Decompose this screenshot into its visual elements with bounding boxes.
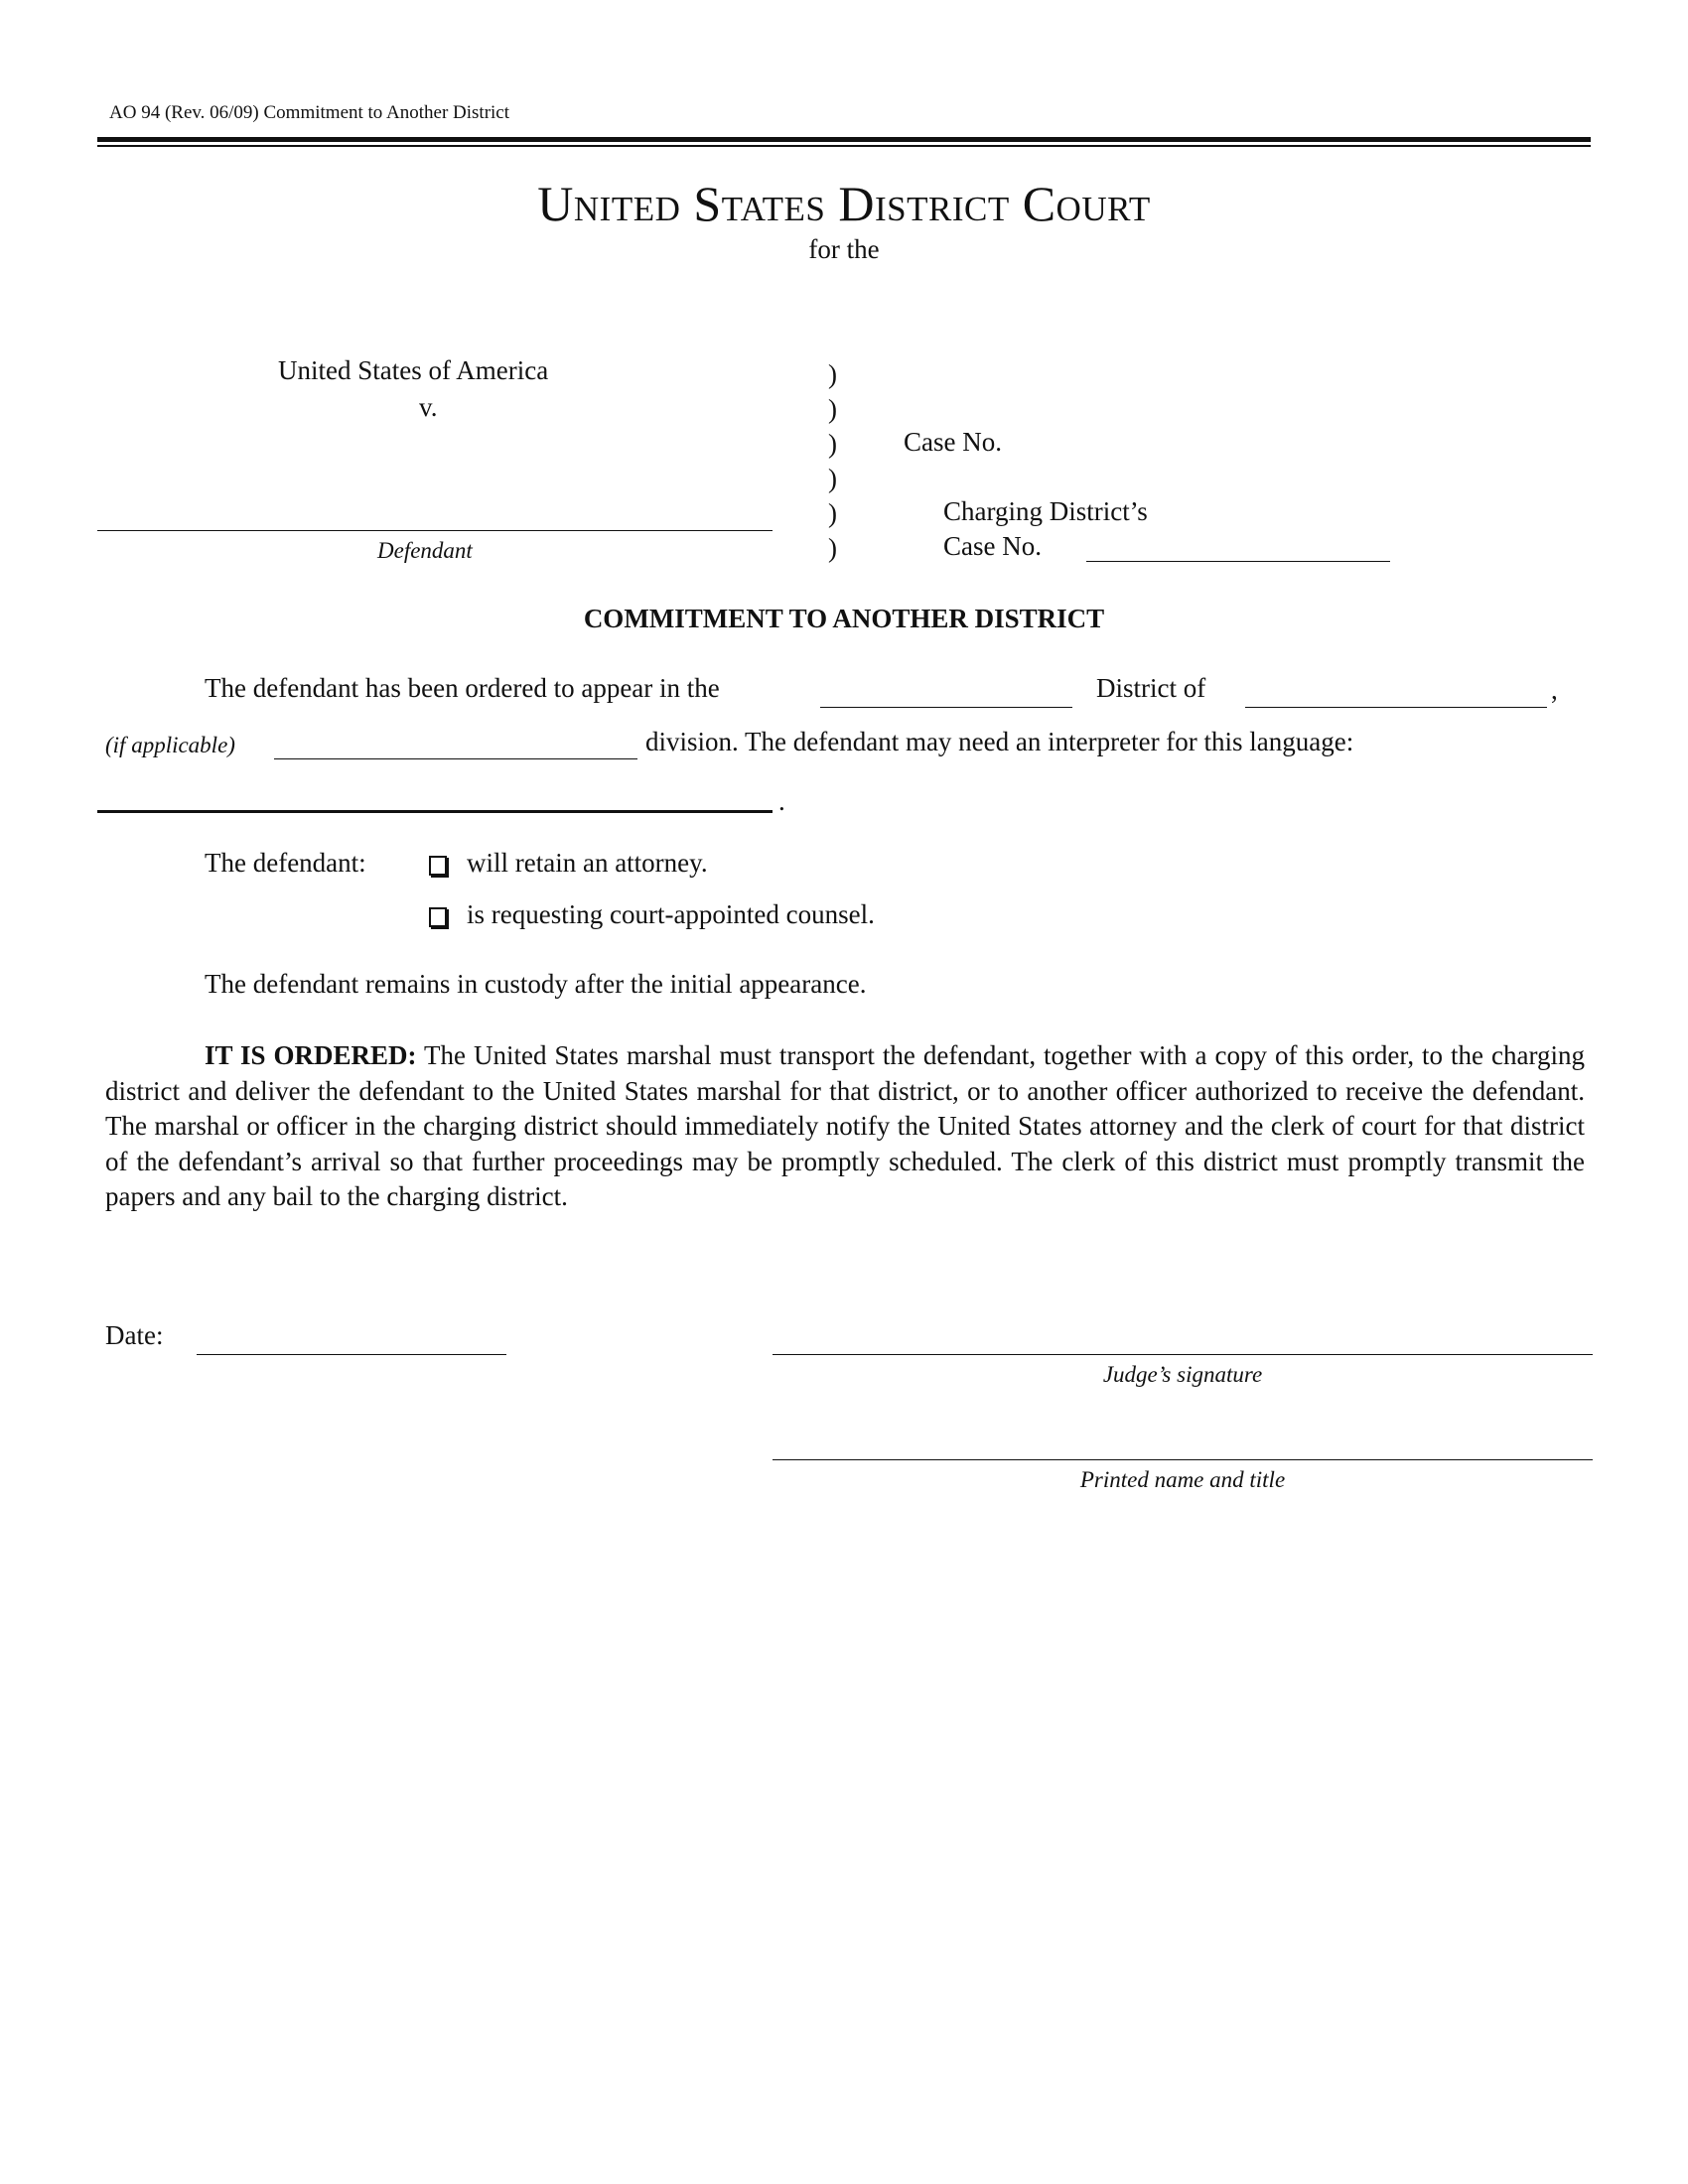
caption-paren: ) <box>828 359 837 389</box>
court-appointed-counsel-checkbox[interactable] <box>429 907 447 927</box>
printed-name-label: Printed name and title <box>1079 1467 1286 1492</box>
district-blank-field[interactable] <box>820 707 1072 708</box>
order-body: The United States marshal must transport the defendant, together with a copy of this order, to the charging district and deliver the defendant to the United States marshal for that district, or to another officer authorized to receive the defendant. The marshal or officer in the charging district should immediately notify the United States attorney and the clerk of court for that district of the defendant’s arrival so that further proceedings may be promptly scheduled. The clerk of this district must promptly transmit the papers and any bail to the charging district. <box>105 1040 1585 1211</box>
interpreter-language-field[interactable] <box>97 810 773 813</box>
judge-signature-field[interactable] <box>773 1354 1593 1355</box>
district-name-field[interactable] <box>1245 707 1547 708</box>
header-rule-thin <box>97 145 1591 147</box>
custody-text: The defendant remains in custody after the initial appearance. <box>205 969 867 999</box>
defendant-label: Defendant <box>377 538 473 563</box>
form-identifier: AO 94 (Rev. 06/09) Commitment to Another District <box>109 102 510 123</box>
document-heading: COMMITMENT TO ANOTHER DISTRICT <box>583 604 1105 633</box>
retain-attorney-label: will retain an attorney. <box>467 848 708 878</box>
caption-paren: ) <box>828 394 837 424</box>
caption-paren: ) <box>828 429 837 459</box>
court-appointed-counsel-label: is requesting court-appointed counsel. <box>467 899 875 929</box>
printed-name-field[interactable] <box>773 1459 1593 1460</box>
court-title: United States District Court <box>537 176 1151 231</box>
versus-text: v. <box>419 392 438 422</box>
for-the-text: for the <box>808 234 880 264</box>
division-field[interactable] <box>274 758 637 759</box>
caption-paren: ) <box>828 464 837 493</box>
date-field[interactable] <box>197 1354 506 1355</box>
district-of-text: District of <box>1096 673 1206 703</box>
charging-case-number-label: Case No. <box>943 531 1042 561</box>
order-paragraph <box>105 1038 1585 1215</box>
plaintiff-name: United States of America <box>278 355 549 385</box>
date-label: Date: <box>105 1320 164 1350</box>
caption-paren: ) <box>828 498 837 528</box>
period: . <box>778 786 785 816</box>
caption-paren: ) <box>828 533 837 563</box>
ordered-to-appear-text: The defendant has been ordered to appear in the <box>205 673 720 703</box>
defendant-name-field[interactable] <box>97 530 773 531</box>
comma: , <box>1551 675 1558 705</box>
retain-attorney-checkbox[interactable] <box>429 856 447 876</box>
charging-case-number-field[interactable] <box>1086 561 1390 562</box>
charging-district-label: Charging District’s <box>943 496 1148 526</box>
judge-signature-label: Judge’s signature <box>1102 1362 1263 1387</box>
order-lead: IT IS ORDERED: <box>205 1040 417 1070</box>
division-interpreter-text: division. The defendant may need an interpreter for this language: <box>645 727 1354 756</box>
defendant-label-text: The defendant: <box>205 848 366 878</box>
header-rule-thick <box>97 137 1591 142</box>
if-applicable-label: (if applicable) <box>105 733 235 757</box>
case-number-label: Case No. <box>904 427 1002 457</box>
